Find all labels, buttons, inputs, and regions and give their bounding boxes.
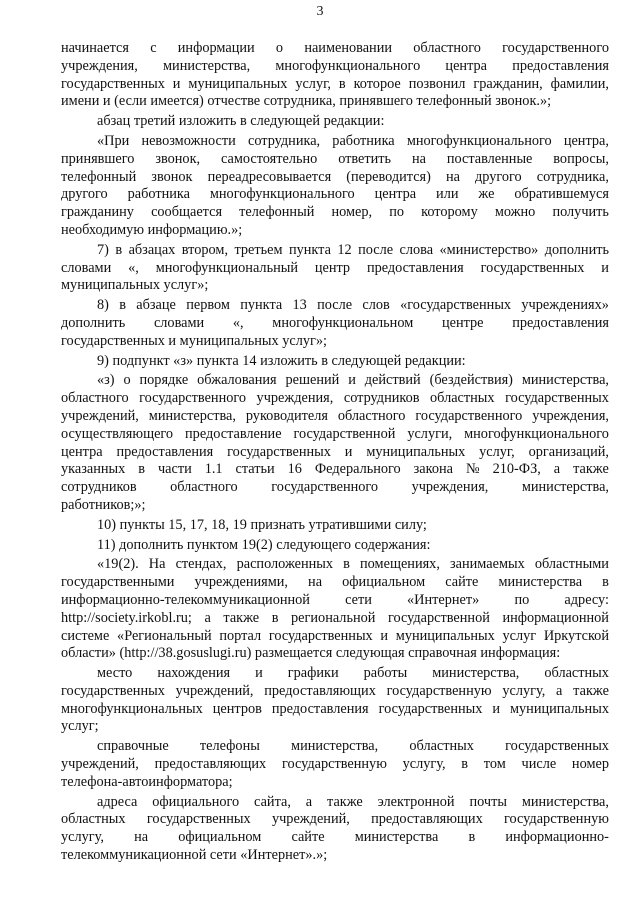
page-number: 3 [316, 4, 324, 19]
text-line [61, 186, 609, 204]
word: нахождения [157, 665, 231, 682]
word: указанных [61, 461, 126, 478]
word: занимаемых [450, 556, 525, 573]
paragraph [61, 517, 609, 535]
word: министерства, [432, 665, 520, 682]
word: 12 [337, 241, 352, 258]
word: муниципальных [366, 443, 466, 460]
text-line [61, 479, 609, 497]
word: (переводится) [346, 168, 431, 185]
word: «Интернет» [407, 591, 480, 608]
word: многофункционального [464, 425, 609, 442]
word: информационной [502, 609, 609, 626]
word: государственного [502, 40, 609, 56]
word: государственных [146, 811, 251, 828]
word: областных [409, 738, 474, 755]
word: позвонил [408, 75, 466, 92]
word: министерства [498, 574, 583, 591]
word: в [138, 461, 145, 478]
text-line: имени и (если имеется) отчестве сотрудника, принявшего телефонный звонок.»; [61, 93, 552, 110]
word: 16 [287, 461, 302, 478]
word: и [380, 627, 389, 644]
word: государственных [227, 443, 331, 460]
text-line [61, 444, 609, 462]
text-line [61, 242, 609, 260]
word: место [97, 665, 133, 682]
word: которому [421, 204, 478, 221]
word: стендах, [175, 556, 227, 573]
word: и [344, 443, 353, 460]
word: первом [186, 297, 230, 314]
word: государственную [386, 682, 492, 699]
word: «, [232, 314, 244, 331]
word: На [148, 556, 166, 573]
word: областных [430, 390, 495, 407]
word: министерства, [521, 372, 609, 389]
text-line [61, 58, 609, 76]
word: государственной [387, 609, 490, 626]
word: Федерального [314, 461, 401, 478]
text-line [61, 204, 609, 222]
word: третьем [234, 241, 283, 258]
text-line [61, 574, 609, 592]
word: дополнить [544, 241, 609, 258]
word: 1.1 [204, 461, 223, 478]
text-line [61, 811, 609, 829]
word: областных [544, 665, 609, 682]
word: и [601, 259, 609, 276]
word: официальном [178, 829, 262, 846]
word: учреждений, [61, 407, 139, 424]
text-line [61, 372, 609, 390]
text-line: телефона-автоинформатора; [61, 773, 233, 790]
word: в [338, 75, 346, 92]
text-line: государственных и муниципальных услуг»; [61, 332, 327, 349]
word: справочные [97, 738, 169, 755]
word: 13 [292, 297, 307, 314]
word: 210-ФЗ, [492, 461, 541, 478]
word: областного [413, 40, 481, 56]
word: в [602, 574, 609, 591]
word: министерства, [521, 793, 609, 810]
word: слова [399, 241, 434, 258]
word: гражданину [61, 204, 134, 221]
word: действий [364, 372, 421, 389]
word: том [483, 756, 506, 773]
text-line [61, 133, 609, 151]
word: центре [441, 314, 484, 331]
word: государственного [271, 479, 379, 496]
word: многофункционального [406, 132, 552, 149]
word: государственного [139, 390, 247, 407]
word: услугу, [61, 829, 104, 846]
text-line [61, 426, 609, 444]
text-line: 11) дополнить пунктом 19(2) следующего содержания: [97, 536, 431, 553]
word: руководителя [245, 407, 328, 424]
word: официального [152, 793, 240, 810]
word: (бездействия) [429, 372, 513, 389]
word: государственных [505, 738, 609, 755]
word: http://society.irkobl.ru; [61, 609, 192, 626]
word: государственными [61, 574, 175, 591]
word: многофункциональный [155, 259, 298, 276]
word: и [172, 75, 181, 92]
word: а [204, 609, 211, 626]
word: государственных [378, 700, 483, 717]
word: переадресовывается [207, 168, 332, 185]
word: графики [287, 665, 339, 682]
word: наименовании [304, 40, 393, 56]
word: адресу: [564, 591, 609, 608]
word: услугу, [502, 682, 546, 699]
text-line [61, 665, 609, 683]
text-line: 10) пункты 15, 17, 18, 19 признать утратившими силу; [97, 516, 427, 533]
word: на [308, 574, 323, 591]
word: пункта [240, 297, 283, 314]
document-body [61, 40, 609, 865]
word: расположенных [236, 556, 334, 573]
word: учреждениях» [521, 297, 609, 314]
word: услуги, [407, 425, 453, 442]
word: предоставляющих [264, 682, 376, 699]
word: и [348, 372, 356, 389]
paragraph [61, 133, 609, 240]
word: поставленные [446, 150, 533, 167]
word: в [343, 556, 350, 573]
word: почты [469, 793, 507, 810]
word: по [389, 204, 405, 221]
text-line [61, 315, 609, 333]
paragraph [61, 537, 609, 555]
word: решений [285, 372, 340, 389]
paragraph [61, 113, 609, 131]
word: на [411, 150, 426, 167]
word: «19(2). [97, 556, 139, 573]
word: сайте [291, 829, 325, 846]
word: государственную [281, 756, 387, 773]
text-line [61, 40, 609, 58]
word: областного [170, 479, 238, 496]
word: пункта [288, 241, 331, 258]
text-line [61, 683, 609, 701]
word: сотрудника, [247, 132, 321, 149]
word: номер [571, 756, 609, 773]
text-line [61, 408, 609, 426]
word: же [478, 186, 495, 203]
word: «При [97, 132, 130, 149]
word: осуществляющего [61, 425, 174, 442]
word: муниципальных [509, 700, 609, 717]
word: сети [345, 591, 372, 608]
word: учреждения, [411, 479, 489, 496]
word: предоставление [185, 425, 282, 442]
word: невозможности [141, 132, 236, 149]
word: в [119, 297, 126, 314]
word: областными [534, 556, 609, 573]
text-line [61, 390, 609, 408]
word: с [150, 40, 157, 56]
word: региональной [291, 609, 376, 626]
paragraph [61, 665, 609, 736]
word: официальном [342, 574, 426, 591]
text-line [61, 151, 609, 169]
text-line [61, 76, 609, 94]
word: обжалования [197, 372, 277, 389]
word: работника [332, 132, 395, 149]
word: порядке [139, 372, 189, 389]
word: гражданин, [473, 75, 543, 92]
word: которое [353, 75, 401, 92]
word: государственную [504, 811, 609, 828]
paragraph [61, 353, 609, 371]
word: государственной [293, 425, 396, 442]
text-line: необходимую информацию.»; [61, 221, 243, 238]
paragraph [61, 297, 609, 350]
text-line: области» (http://38.gosuslugi.ru) размещается следующая справочная информация: [61, 645, 561, 662]
text-line [61, 169, 609, 187]
word: областного [337, 407, 406, 424]
word: «Региональный [117, 627, 212, 644]
text-line [61, 701, 609, 719]
text-line [61, 756, 609, 774]
word: центра [374, 186, 417, 203]
word: информационно- [505, 829, 609, 846]
word: предоставления [366, 259, 464, 276]
word: втором, [181, 241, 229, 258]
word: сотрудника, [536, 168, 609, 185]
paragraph [61, 242, 609, 295]
word: муниципальных [188, 75, 288, 92]
text-line [61, 610, 609, 628]
word: № [465, 461, 480, 478]
word: предоставления [512, 314, 609, 331]
word: ответить [338, 150, 392, 167]
word: учреждений, [271, 811, 350, 828]
word: принявшего [61, 150, 135, 167]
text-line: услуг; [61, 718, 99, 735]
text-line [61, 628, 609, 646]
word: многофункционального [275, 57, 421, 74]
word: услуг, [479, 443, 515, 460]
word: числе [521, 756, 557, 773]
word: «министерство» [439, 241, 539, 258]
word: центров [212, 700, 262, 717]
word: телефонный [61, 168, 137, 185]
word: министерства, [291, 738, 379, 755]
word: также [573, 682, 609, 699]
word: начинается [61, 40, 129, 56]
word: после [317, 297, 353, 314]
word: «государственных [400, 297, 512, 314]
word: центр [314, 259, 351, 276]
word: предоставляющих [371, 811, 483, 828]
word: словами [153, 314, 205, 331]
word: на [134, 829, 149, 846]
word: статьи [235, 461, 275, 478]
word: а [556, 682, 563, 699]
word: после [358, 241, 394, 258]
word: о [123, 372, 131, 389]
word: на [445, 168, 460, 185]
word: номер, [331, 204, 373, 221]
word: областного [61, 390, 129, 407]
word: учреждениями, [194, 574, 288, 591]
word: предоставления [271, 700, 369, 717]
word: многофункциональном [272, 314, 414, 331]
text-line: телекоммуникационной сети «Интернет».»; [61, 847, 328, 864]
word: портал [219, 627, 262, 644]
word: также [573, 461, 609, 478]
word: словами [61, 259, 112, 276]
word: предоставляющих [154, 756, 267, 773]
text-line [61, 297, 609, 315]
word: работника [127, 186, 190, 203]
word: учреждений, [61, 756, 139, 773]
word: звонок [151, 168, 193, 185]
text-line: абзац третий изложить в следующей редакции: [97, 113, 385, 130]
text-line [61, 592, 609, 610]
word: адреса [97, 793, 138, 810]
word: учреждений, [175, 682, 254, 699]
word: части [157, 461, 192, 478]
word: государственного [415, 407, 523, 424]
word: государственных [61, 75, 165, 92]
word: сайта, [254, 793, 291, 810]
paragraph [61, 372, 609, 514]
word: по [514, 591, 530, 608]
word: многофункциональных [61, 700, 203, 717]
text-line [61, 556, 609, 574]
word: предоставления [512, 57, 609, 74]
word: муниципальных [395, 627, 495, 644]
text-line [61, 794, 609, 812]
paragraph [61, 794, 609, 865]
word: услугу, [402, 756, 446, 773]
paragraph [61, 556, 609, 663]
word: фамилии, [550, 75, 609, 92]
word: о [275, 40, 284, 56]
word: центра, [563, 132, 609, 149]
word: слов [362, 297, 390, 314]
text-line [61, 461, 609, 479]
word: дополнить [61, 314, 126, 331]
text-line [61, 260, 609, 278]
word: учреждения, [532, 407, 609, 424]
word: звонок, [155, 150, 201, 167]
word: учреждения, [256, 390, 334, 407]
word: и [492, 700, 501, 717]
word: государственных [505, 390, 609, 407]
word: работы [363, 665, 408, 682]
word: можно [494, 204, 536, 221]
word: а [305, 793, 313, 810]
text-line [61, 829, 609, 847]
word: «з) [97, 372, 115, 389]
word: получить [552, 204, 609, 221]
word: закона [413, 461, 454, 478]
word: абзацах [128, 241, 176, 258]
word: в [115, 241, 123, 258]
word: «, [128, 259, 139, 276]
text-line: работников;»; [61, 496, 146, 513]
word: и [255, 665, 263, 682]
word: обратившемуся [514, 186, 609, 203]
word: министерства, [148, 407, 236, 424]
word: самостоятельно [220, 150, 318, 167]
word: организаций, [528, 443, 609, 460]
word: сотрудников [343, 390, 420, 407]
text-line: 9) подпункт «з» пункта 14 изложить в следующей редакции: [97, 352, 466, 369]
word: Иркутской [543, 627, 609, 644]
text-line [61, 738, 609, 756]
word: предоставления [116, 443, 214, 460]
word: или [436, 186, 459, 203]
word: в [461, 756, 469, 773]
word: многофункционального [209, 186, 355, 203]
word: сайте [445, 574, 479, 591]
word: сообщается [151, 204, 223, 221]
word: также [223, 609, 260, 626]
word: услуг [502, 627, 537, 644]
word: системе [61, 627, 110, 644]
paragraph [61, 738, 609, 791]
text-line: муниципальных услуг»; [61, 277, 209, 294]
word: государственных [268, 627, 373, 644]
word: центра [445, 57, 487, 74]
word: вопросы, [553, 150, 609, 167]
word: государственных [480, 259, 585, 276]
word: 7) [97, 241, 109, 258]
word: помещениях, [360, 556, 440, 573]
word: также [327, 793, 363, 810]
word: в [468, 829, 476, 846]
word: абзаце [136, 297, 176, 314]
word: телефонный [239, 204, 315, 221]
word: учреждения, [61, 57, 138, 74]
paragraph [61, 40, 609, 111]
word: а [553, 461, 561, 478]
word: электронной [377, 793, 455, 810]
word: сотрудников [61, 479, 137, 496]
word: 8) [97, 297, 109, 314]
word: государственных [61, 682, 165, 699]
word: другого [475, 168, 522, 185]
word: в [271, 609, 279, 626]
word: другого [61, 186, 108, 203]
word: министерства, [521, 479, 609, 496]
word: информации [177, 40, 255, 56]
word: информационно-телекоммуникационной [61, 591, 310, 608]
word: услуг, [295, 75, 331, 92]
word: министерства, [163, 57, 251, 74]
word: центра [61, 443, 103, 460]
word: телефоны [199, 738, 260, 755]
word: областных [61, 811, 126, 828]
word: министерства [354, 829, 439, 846]
